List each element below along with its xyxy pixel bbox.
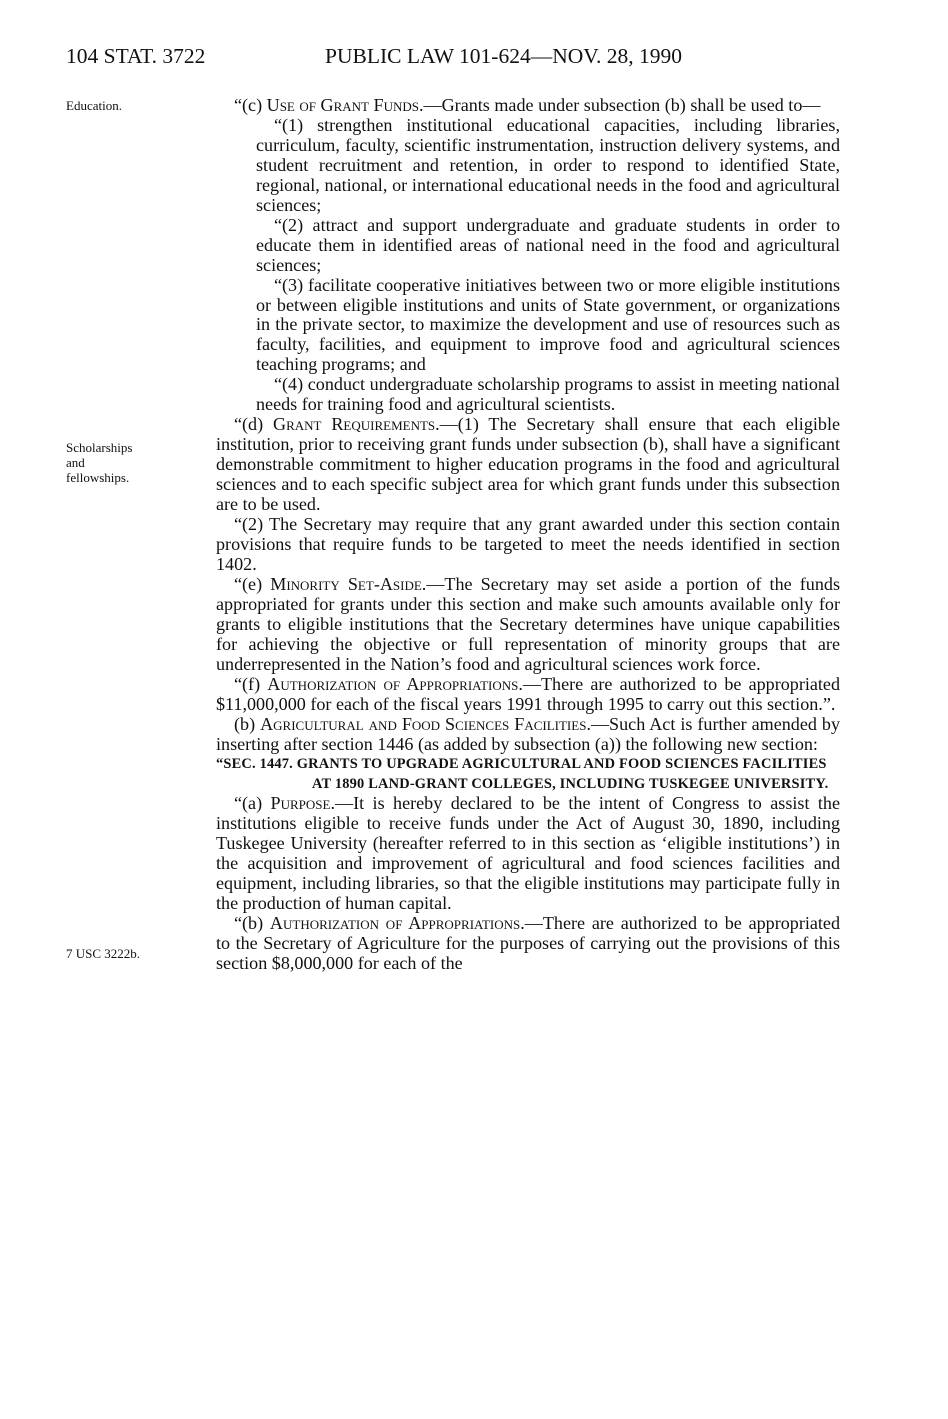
subsection-label: “(b)	[234, 913, 270, 934]
paragraph-c	[216, 96, 840, 116]
subsection-text: .—It is hereby declared to be the intent of Congress to assist the institutions eligible to receive funds under the Act of August 30, 1890, including Tuskegee University (hereafter referred to in this section as ‘eligible institutions’) in the acquisition and improvement of agricultural and food sciences facilities and equipment, including libraries, so that the eligible institutions may participate fully in the production of human capital.	[216, 793, 841, 914]
paragraph-b-amendment	[216, 715, 840, 755]
subsection-text: .—Such Act is further amended by inserting after section 1446 (as added by subsection (a)) the following new section:	[216, 713, 841, 754]
section-1447-heading: “SEC. 1447. GRANTS TO UPGRADE AGRICULTURAL AND FOOD SCIENCES FACILITIES AT 1890 LAND-GRANT COLLEGES, INCLUDING TUSKEGEE UNIVERSITY.	[216, 756, 829, 793]
subsection-label: “(d)	[234, 414, 274, 435]
subsection-text: .—Grants made under subsection (b) shall be used to—	[418, 95, 821, 115]
subsection-label: (b)	[234, 713, 261, 734]
subsection-label: “(c)	[234, 95, 267, 115]
subsection-label: “(a)	[234, 793, 271, 814]
subsection-heading-b-amendment: Agricultural and Food Sciences Facilities	[260, 713, 587, 734]
subsection-heading-b-appropriations: Authorization of Appropriations	[269, 913, 521, 934]
subsection-heading-f: Authorization of Appropriations	[267, 673, 519, 694]
margin-note-usc: 7 USC 3222b.	[66, 946, 141, 961]
page-header	[66, 44, 866, 84]
subsection-heading-d: Grant Requirements	[273, 414, 436, 435]
paragraph-c2: “(2) attract and support undergraduate and graduate students in order to educate them in identified areas of national need in the food and agricultural sciences;	[256, 214, 840, 275]
margin-note-scholarships	[66, 440, 206, 485]
subsection-heading-a: Purpose	[270, 793, 331, 814]
subsection-heading-c: Use of Grant Funds	[266, 95, 419, 115]
paragraph-d2: “(2) The Secretary may require that any grant awarded under this section contain provisions that require funds to be targeted to meet the needs identified in section 1402.	[216, 514, 840, 574]
paragraph-d	[216, 415, 840, 515]
margin-note-line: and	[66, 455, 85, 470]
margin-note-line: Scholarships	[66, 440, 133, 455]
subsection-text: .—The Secretary may set aside a portion of the funds appropriated for grants under this section and make such amounts available only for grants to eligible institutions that the Secretary determines have unique capabilities for achieving the objective or full representation of minority groups that are underrepresented in the Nation’s food and agricultural sciences work force.	[216, 573, 840, 674]
running-title: PUBLIC LAW 101-624—NOV. 28, 1990	[325, 44, 683, 68]
stat-page-number: 104 STAT. 3722	[66, 44, 206, 68]
paragraph-b-appropriations	[216, 914, 840, 974]
paragraph-f	[216, 675, 840, 715]
paragraph-c1: “(1) strengthen institutional educational capacities, including libraries, curriculum, faculty, scientific instrumentation, instruction delivery systems, and student recruitment and retention, in order to respond to identified State, regional, national, or international educational needs in the food and agricultural sciences;	[256, 114, 840, 215]
subsection-heading-e: Minority Set-Aside	[270, 573, 422, 594]
margin-note-line: fellowships.	[66, 470, 130, 485]
subsection-text: .—(1) The Secretary shall ensure that each eligible institution, prior to receiving grant funds under subsection (b), shall have a significant demonstrable commitment to higher education programs in the food and agricultural sciences and to each specific subject area for which grant funds under this subsection are to be used.	[216, 414, 841, 515]
subsection-label: “(e)	[234, 573, 271, 594]
paragraph-c4: “(4) conduct undergraduate scholarship programs to assist in meeting national needs for training food and agricultural scientists.	[256, 374, 840, 415]
paragraph-e	[216, 575, 840, 675]
body-text	[216, 96, 840, 974]
subsection-label: “(f)	[234, 673, 268, 694]
subsection-text: .—There are authorized to be appropriated to the Secretary of Agriculture for the purposes of carrying out the provisions of this section $8,000,000 for each of the	[216, 913, 841, 974]
paragraph-a	[216, 794, 840, 914]
margin-note-education: Education.	[66, 98, 122, 113]
paragraph-c3: “(3) facilitate cooperative initiatives between two or more eligible institutions or between eligible institutions and units of State government, or organizations in the private sector, to maximize the development and use of resources such as faculty, facilities, and equipment to improve food and agricultural sciences teaching programs; and	[256, 274, 840, 375]
subsection-text: .—There are authorized to be appropriated $11,000,000 for each of the fiscal years 1991 through 1995 to carry out this section.”.	[216, 673, 841, 714]
